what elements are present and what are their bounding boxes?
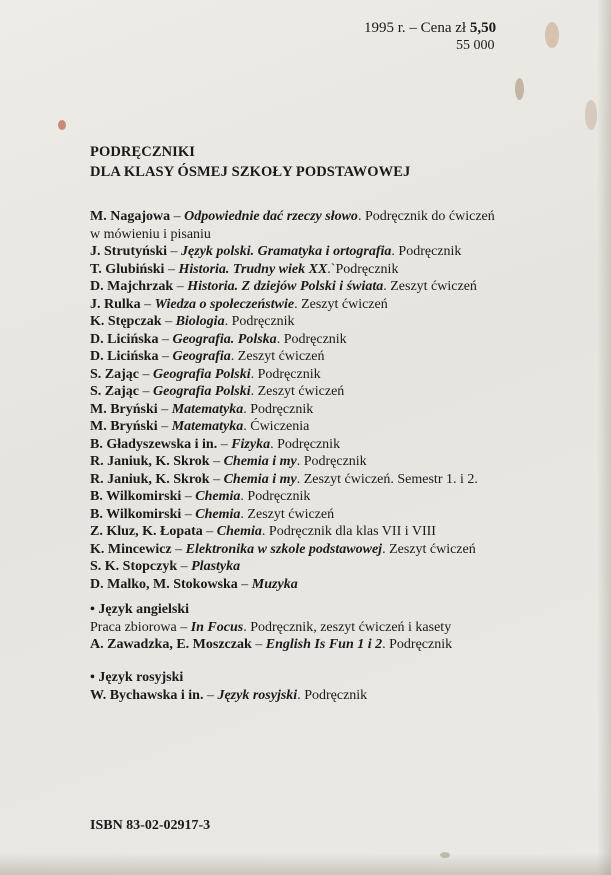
list-item [90, 619, 590, 637]
book-title: Chemia i my [223, 471, 297, 487]
separator: – [237, 576, 252, 592]
book-description: . Podręcznik [224, 314, 295, 329]
list-item [90, 453, 590, 471]
book-description: .`Podręcznik [327, 261, 399, 277]
separator: – [181, 506, 196, 522]
book-description: . Ćwiczenia [243, 419, 310, 434]
book-description: . Podręcznik [240, 489, 311, 504]
section-heading: • Język rosyjski [90, 670, 184, 685]
list-item [90, 436, 590, 454]
separator: – [161, 314, 176, 329]
book-author: M. Nagajowa [90, 209, 171, 224]
list-item [90, 636, 590, 654]
book-description: . Podręcznik, zeszyt ćwiczeń i kasety [243, 619, 452, 635]
book-title: Język rosyjski [217, 687, 298, 703]
price-line [364, 20, 496, 37]
book-title: Geografia. Polska [172, 331, 277, 347]
book-description: . Podręcznik [391, 244, 462, 259]
book-description: . Podręcznik [297, 687, 368, 703]
separator: – [167, 244, 182, 259]
textbook-list [90, 208, 590, 593]
book-description: . Podręcznik [296, 454, 367, 469]
list-item [90, 261, 590, 279]
cover-bottom-wear [0, 853, 611, 875]
separator: – [209, 454, 224, 469]
book-author: B. Gładyszewska i in. [90, 436, 218, 452]
book-author: S. K. Stopczyk [90, 559, 178, 574]
separator: – [173, 279, 188, 294]
separator: – [157, 419, 172, 434]
separator: – [158, 349, 173, 364]
price-prefix: 1995 r. – Cena zł [364, 20, 467, 36]
book-author: M. Bryński [90, 401, 158, 417]
book-title: Odpowiednie dać rzeczy słowo [184, 209, 358, 224]
separator: – [140, 296, 155, 312]
book-author: S. Zając [90, 384, 139, 399]
book-title: Matematyka [171, 401, 244, 417]
stain-mark [545, 22, 559, 48]
list-item [90, 366, 590, 384]
stain-mark [58, 120, 66, 130]
series-title [90, 142, 410, 182]
book-description: . Zeszyt ćwiczeń [230, 349, 325, 364]
book-author: J. Rulka [90, 296, 141, 312]
separator: – [203, 687, 218, 703]
book-author: K. Stępczak [90, 314, 162, 329]
book-description: . Podręcznik [243, 401, 314, 417]
list-item [90, 278, 590, 296]
separator: – [164, 261, 179, 277]
separator: – [139, 366, 153, 382]
list-item [90, 418, 590, 436]
cover-edge-wear [597, 0, 611, 875]
book-description: . Podręcznik [382, 637, 453, 652]
book-title: Chemia [216, 524, 262, 539]
book-description: . Podręcznik [276, 331, 347, 347]
book-author: B. Wilkomirski [90, 506, 182, 522]
section-english [90, 601, 590, 654]
book-title: English Is Fun 1 i 2 [265, 637, 383, 652]
list-item [90, 243, 590, 261]
book-author: D. Licińska [90, 331, 159, 347]
book-title: Historia. Z dziejów Polski i świata [187, 279, 384, 294]
separator: – [157, 401, 172, 417]
stain-mark [585, 100, 597, 130]
print-run: 55 000 [456, 38, 495, 53]
book-title: In Focus [190, 619, 244, 635]
isbn: ISBN 83-02-02917-3 [90, 818, 211, 833]
separator: – [217, 436, 232, 452]
book-author: D. Licińska [90, 349, 159, 364]
list-item [90, 313, 590, 331]
book-author: W. Bychawska i in. [90, 687, 204, 703]
list-item [90, 576, 590, 594]
book-author: R. Janiuk, K. Skrok [90, 454, 210, 469]
book-description: . Podręcznik do ćwiczeń [357, 209, 495, 224]
list-item [90, 331, 590, 349]
book-title: Geografia [172, 349, 231, 364]
book-author: T. Glubiński [90, 261, 165, 277]
separator: – [171, 541, 186, 557]
book-author: R. Janiuk, K. Skrok [90, 471, 210, 487]
book-author: D. Majchrzak [90, 279, 174, 294]
list-item [90, 506, 590, 524]
list-item [90, 687, 590, 705]
book-title: Chemia [195, 489, 241, 504]
separator: – [176, 619, 191, 635]
list-item [90, 488, 590, 506]
book-title: Elektronika w szkole podstawowej [185, 541, 383, 557]
list-item [90, 541, 590, 559]
book-description: . Zeszyt ćwiczeń [382, 541, 476, 557]
book-description: . Zeszyt ćwiczeń [240, 506, 335, 522]
separator: – [202, 524, 217, 539]
separator: – [181, 489, 196, 504]
book-author: K. Mincewicz [90, 541, 172, 557]
separator: – [139, 384, 153, 399]
book-author: J. Strutyński [90, 244, 168, 259]
book-title: Chemia [195, 506, 241, 522]
book-title: Plastyka [191, 559, 241, 574]
book-author: M. Bryński [90, 419, 158, 434]
separator: – [209, 471, 224, 487]
list-item [90, 558, 590, 576]
book-description: . Zeszyt ćwiczeń. Semestr 1. i 2. [296, 471, 478, 487]
book-title: Wiedza o społeczeństwie [154, 296, 295, 312]
book-title: Fizyka [231, 436, 271, 452]
book-title: Muzyka [251, 576, 298, 592]
stain-mark [440, 852, 450, 858]
stain-mark [515, 78, 524, 100]
separator: – [251, 637, 266, 652]
price-value: 5,50 [469, 20, 497, 36]
list-item [90, 523, 590, 541]
book-author: Z. Kluz, K. Łopata [90, 524, 203, 539]
list-item [90, 471, 590, 489]
book-author: D. Malko, M. Stokowska [90, 576, 238, 592]
series-title-line-2: DLA KLASY ÓSMEJ SZKOŁY PODSTAWOWEJ [90, 164, 411, 180]
section-russian [90, 669, 590, 704]
book-title: Matematyka [171, 419, 244, 434]
book-author: B. Wilkomirski [90, 489, 182, 504]
book-description: . Zeszyt ćwiczeń [383, 279, 477, 294]
separator: – [158, 331, 173, 347]
book-description: . Zeszyt ćwiczeń [250, 384, 345, 399]
separator: – [170, 209, 185, 224]
book-description: . Podręcznik [270, 436, 341, 452]
series-title-line-1: PODRĘCZNIKI [90, 144, 196, 160]
book-title: Geografia Polski [153, 366, 251, 382]
book-title: Język polski. Gramatyka i ortografia [181, 244, 392, 259]
book-description: . Podręcznik dla klas VII i VIII [261, 524, 436, 539]
list-item [90, 348, 590, 366]
list-item [90, 383, 590, 401]
book-description: . Zeszyt ćwiczeń [294, 296, 388, 312]
section-heading: • Język angielski [90, 602, 190, 617]
book-author: Praca zbiorowa [90, 619, 177, 635]
list-item [90, 401, 590, 419]
separator: – [177, 559, 192, 574]
book-title: Chemia i my [223, 454, 297, 469]
book-description: . Podręcznik [250, 366, 321, 382]
list-item [90, 208, 590, 226]
book-author: S. Zając [90, 366, 139, 382]
book-title: Biologia [175, 314, 225, 329]
book-title: Historia. Trudny wiek XX [178, 261, 328, 277]
book-author: A. Zawadzka, E. Moszczak [90, 637, 252, 652]
book-title: Geografia Polski [153, 384, 251, 399]
book-description-continued: w mówieniu i pisaniu [90, 226, 211, 242]
list-item [90, 296, 590, 314]
